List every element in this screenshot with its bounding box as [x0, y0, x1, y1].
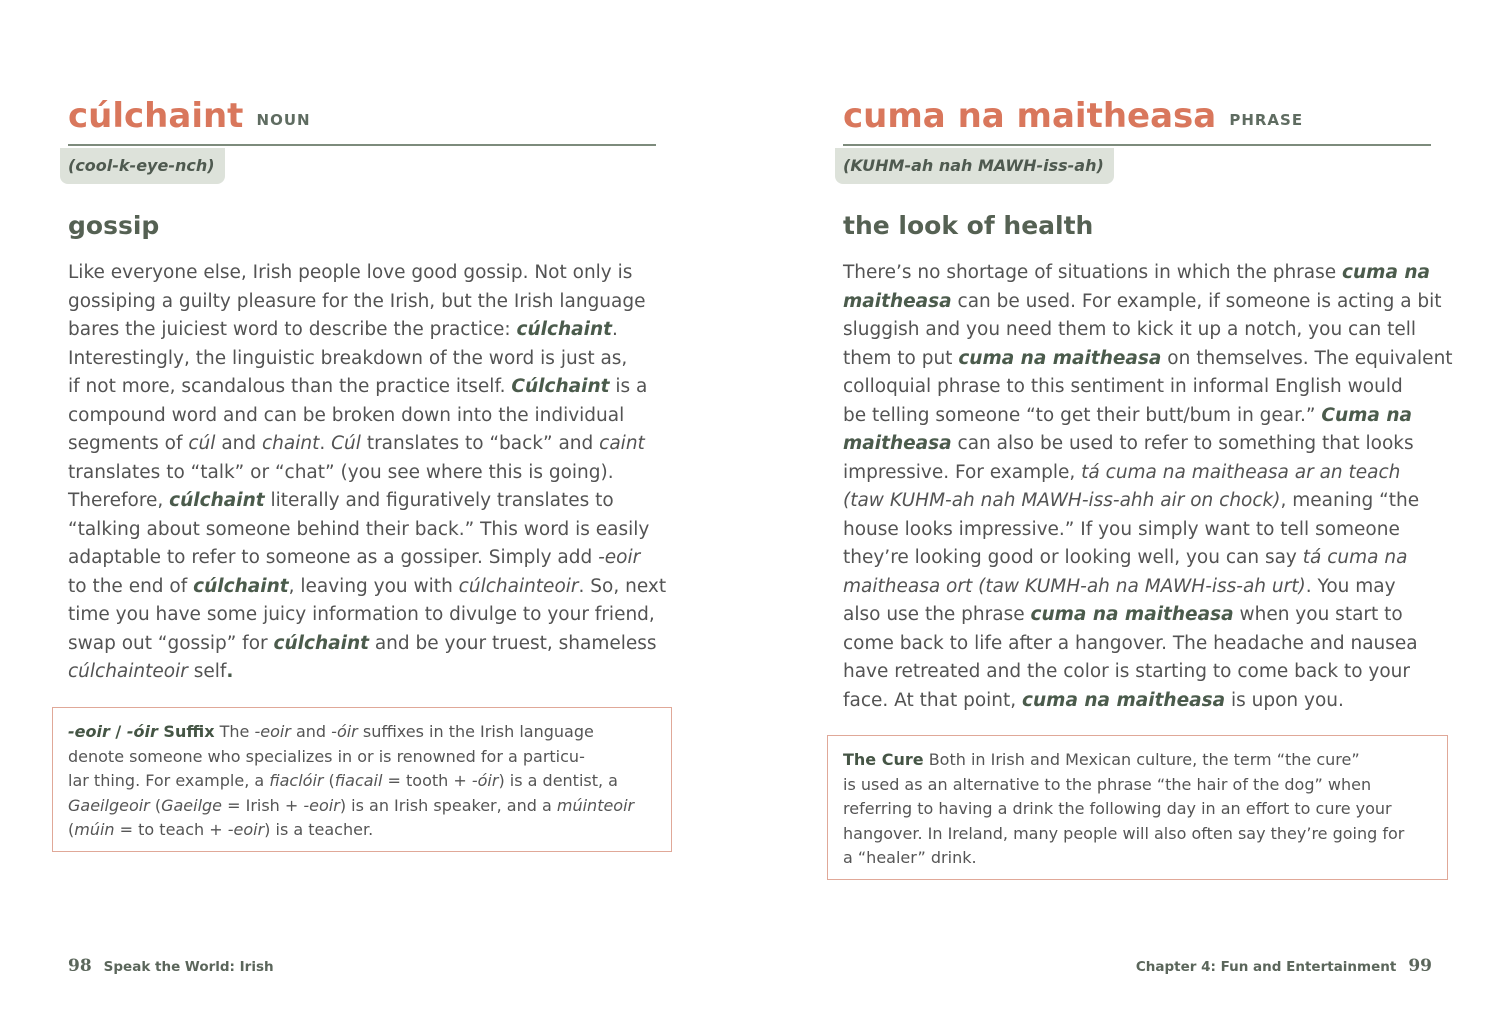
page-footer-right: [1136, 956, 1432, 977]
text-line: -eoir / -óir Suffix The -eoir and -óir suffixes in the Irish language: [68, 722, 594, 741]
meaning-heading: the look of health: [843, 211, 1094, 240]
text-line: be telling someone “to get their butt/bum in gear.” Cuma na: [843, 404, 1413, 426]
text-line: hangover. In Ireland, many people will also often say they’re going for: [843, 823, 1405, 843]
text-line: cúlchainteoir self.: [68, 661, 234, 682]
text-line: compound word and can be broken down into the individual: [68, 404, 625, 426]
meaning-heading: gossip: [68, 211, 160, 240]
text-line: is used as an alternative to the phrase “the hair of the dog” when: [843, 774, 1372, 794]
text-line: The Cure Both in Irish and Mexican culture, the term “the cure”: [843, 750, 1360, 769]
sidebar-box: [827, 735, 1448, 880]
text-line: sluggish and you need them to kick it up a notch, you can tell: [843, 319, 1417, 340]
headword: cúlchaint: [68, 96, 244, 136]
text-line: maitheasa can be used. For example, if someone is acting a bit: [843, 290, 1442, 312]
text-line: denote someone who specializes in or is renowned for a particu-: [68, 746, 585, 766]
text-line: maitheasa can also be used to refer to something that looks: [843, 433, 1414, 454]
text-line: a “healer” drink.: [843, 848, 977, 868]
sidebar-box: [52, 707, 672, 852]
text-line: come back to life after a hangover. The headache and nausea: [843, 632, 1418, 654]
headword-row: [843, 96, 1431, 146]
text-line: There’s no shortage of situations in which the phrase cuma na: [843, 262, 1431, 283]
text-line: gossiping a guilty pleasure for the Irish, but the Irish language: [68, 290, 646, 312]
text-line: colloquial phrase to this sentiment in informal English would: [843, 376, 1403, 397]
pronunciation-badge: (cool-k-eye-nch): [60, 148, 225, 184]
footer-title: Chapter 4: Fun and Entertainment: [1135, 959, 1397, 975]
text-line: time you have some juicy information to divulge to your friend,: [68, 604, 655, 625]
page-footer-left: [68, 956, 274, 977]
page-number: 98: [68, 956, 92, 976]
footer-title: Speak the World: Irish: [103, 959, 274, 975]
text-line: them to put cuma na maitheasa on themselves. The equivalent: [843, 347, 1453, 369]
text-line: translates to “talk” or “chat” (you see where this is going).: [68, 461, 614, 483]
text-line: to the end of cúlchaint, leaving you with cúlchainteoir. So, next: [68, 575, 667, 597]
body-text: [68, 259, 667, 687]
body-text: [843, 259, 1453, 715]
text-line: lar thing. For example, a fiaclóir (fiacail = tooth + -óir) is a dentist, a: [68, 771, 618, 791]
text-line: adaptable to refer to someone as a gossiper. Simply add -eoir: [68, 547, 641, 568]
text-line: Interestingly, the linguistic breakdown of the word is just as,: [68, 347, 628, 369]
text-line: Therefore, cúlchaint literally and figuratively translates to: [68, 490, 614, 511]
headword-row: [68, 96, 656, 146]
page-number: 99: [1408, 956, 1432, 976]
text-line: maitheasa ort (taw KUMH-ah na MAWH-iss-ah urt). You may: [843, 575, 1396, 597]
text-line: swap out “gossip” for cúlchaint and be your truest, shameless: [68, 632, 657, 654]
text-line: (múin = to teach + -eoir) is a teacher.: [68, 820, 374, 840]
text-line: house looks impressive.” If you simply want to tell someone: [843, 518, 1400, 540]
part-of-speech: PHRASE: [1229, 111, 1304, 129]
text-line: (taw KUHM-ah nah MAWH-iss-ahh air on chock), meaning “the: [843, 490, 1420, 511]
text-line: also use the phrase cuma na maitheasa when you start to: [843, 604, 1403, 625]
text-line: segments of cúl and chaint. Cúl translates to “back” and caint: [68, 433, 645, 454]
pronunciation-badge: (KUHM-ah nah MAWH-iss-ah): [835, 148, 1114, 184]
headword: cuma na maitheasa: [843, 96, 1217, 136]
part-of-speech: NOUN: [256, 111, 311, 129]
text-line: have retreated and the color is starting to come back to your: [843, 661, 1411, 682]
text-line: impressive. For example, tá cuma na maitheasa ar an teach: [843, 461, 1401, 483]
text-line: referring to having a drink the following day in an effort to cure your: [843, 799, 1392, 819]
text-line: “talking about someone behind their back.” This word is easily: [68, 518, 650, 540]
text-line: if not more, scandalous than the practice itself. Cúlchaint is a: [68, 376, 648, 397]
text-line: they’re looking good or looking well, you can say tá cuma na: [843, 547, 1408, 568]
text-line: bares the juiciest word to describe the practice: cúlchaint.: [68, 319, 618, 340]
text-line: Gaeilgeoir (Gaeilge = Irish + -eoir) is an Irish speaker, and a múinteoir: [68, 795, 635, 815]
text-line: Like everyone else, Irish people love good gossip. Not only is: [68, 262, 633, 283]
text-line: face. At that point, cuma na maitheasa is upon you.: [843, 689, 1344, 711]
